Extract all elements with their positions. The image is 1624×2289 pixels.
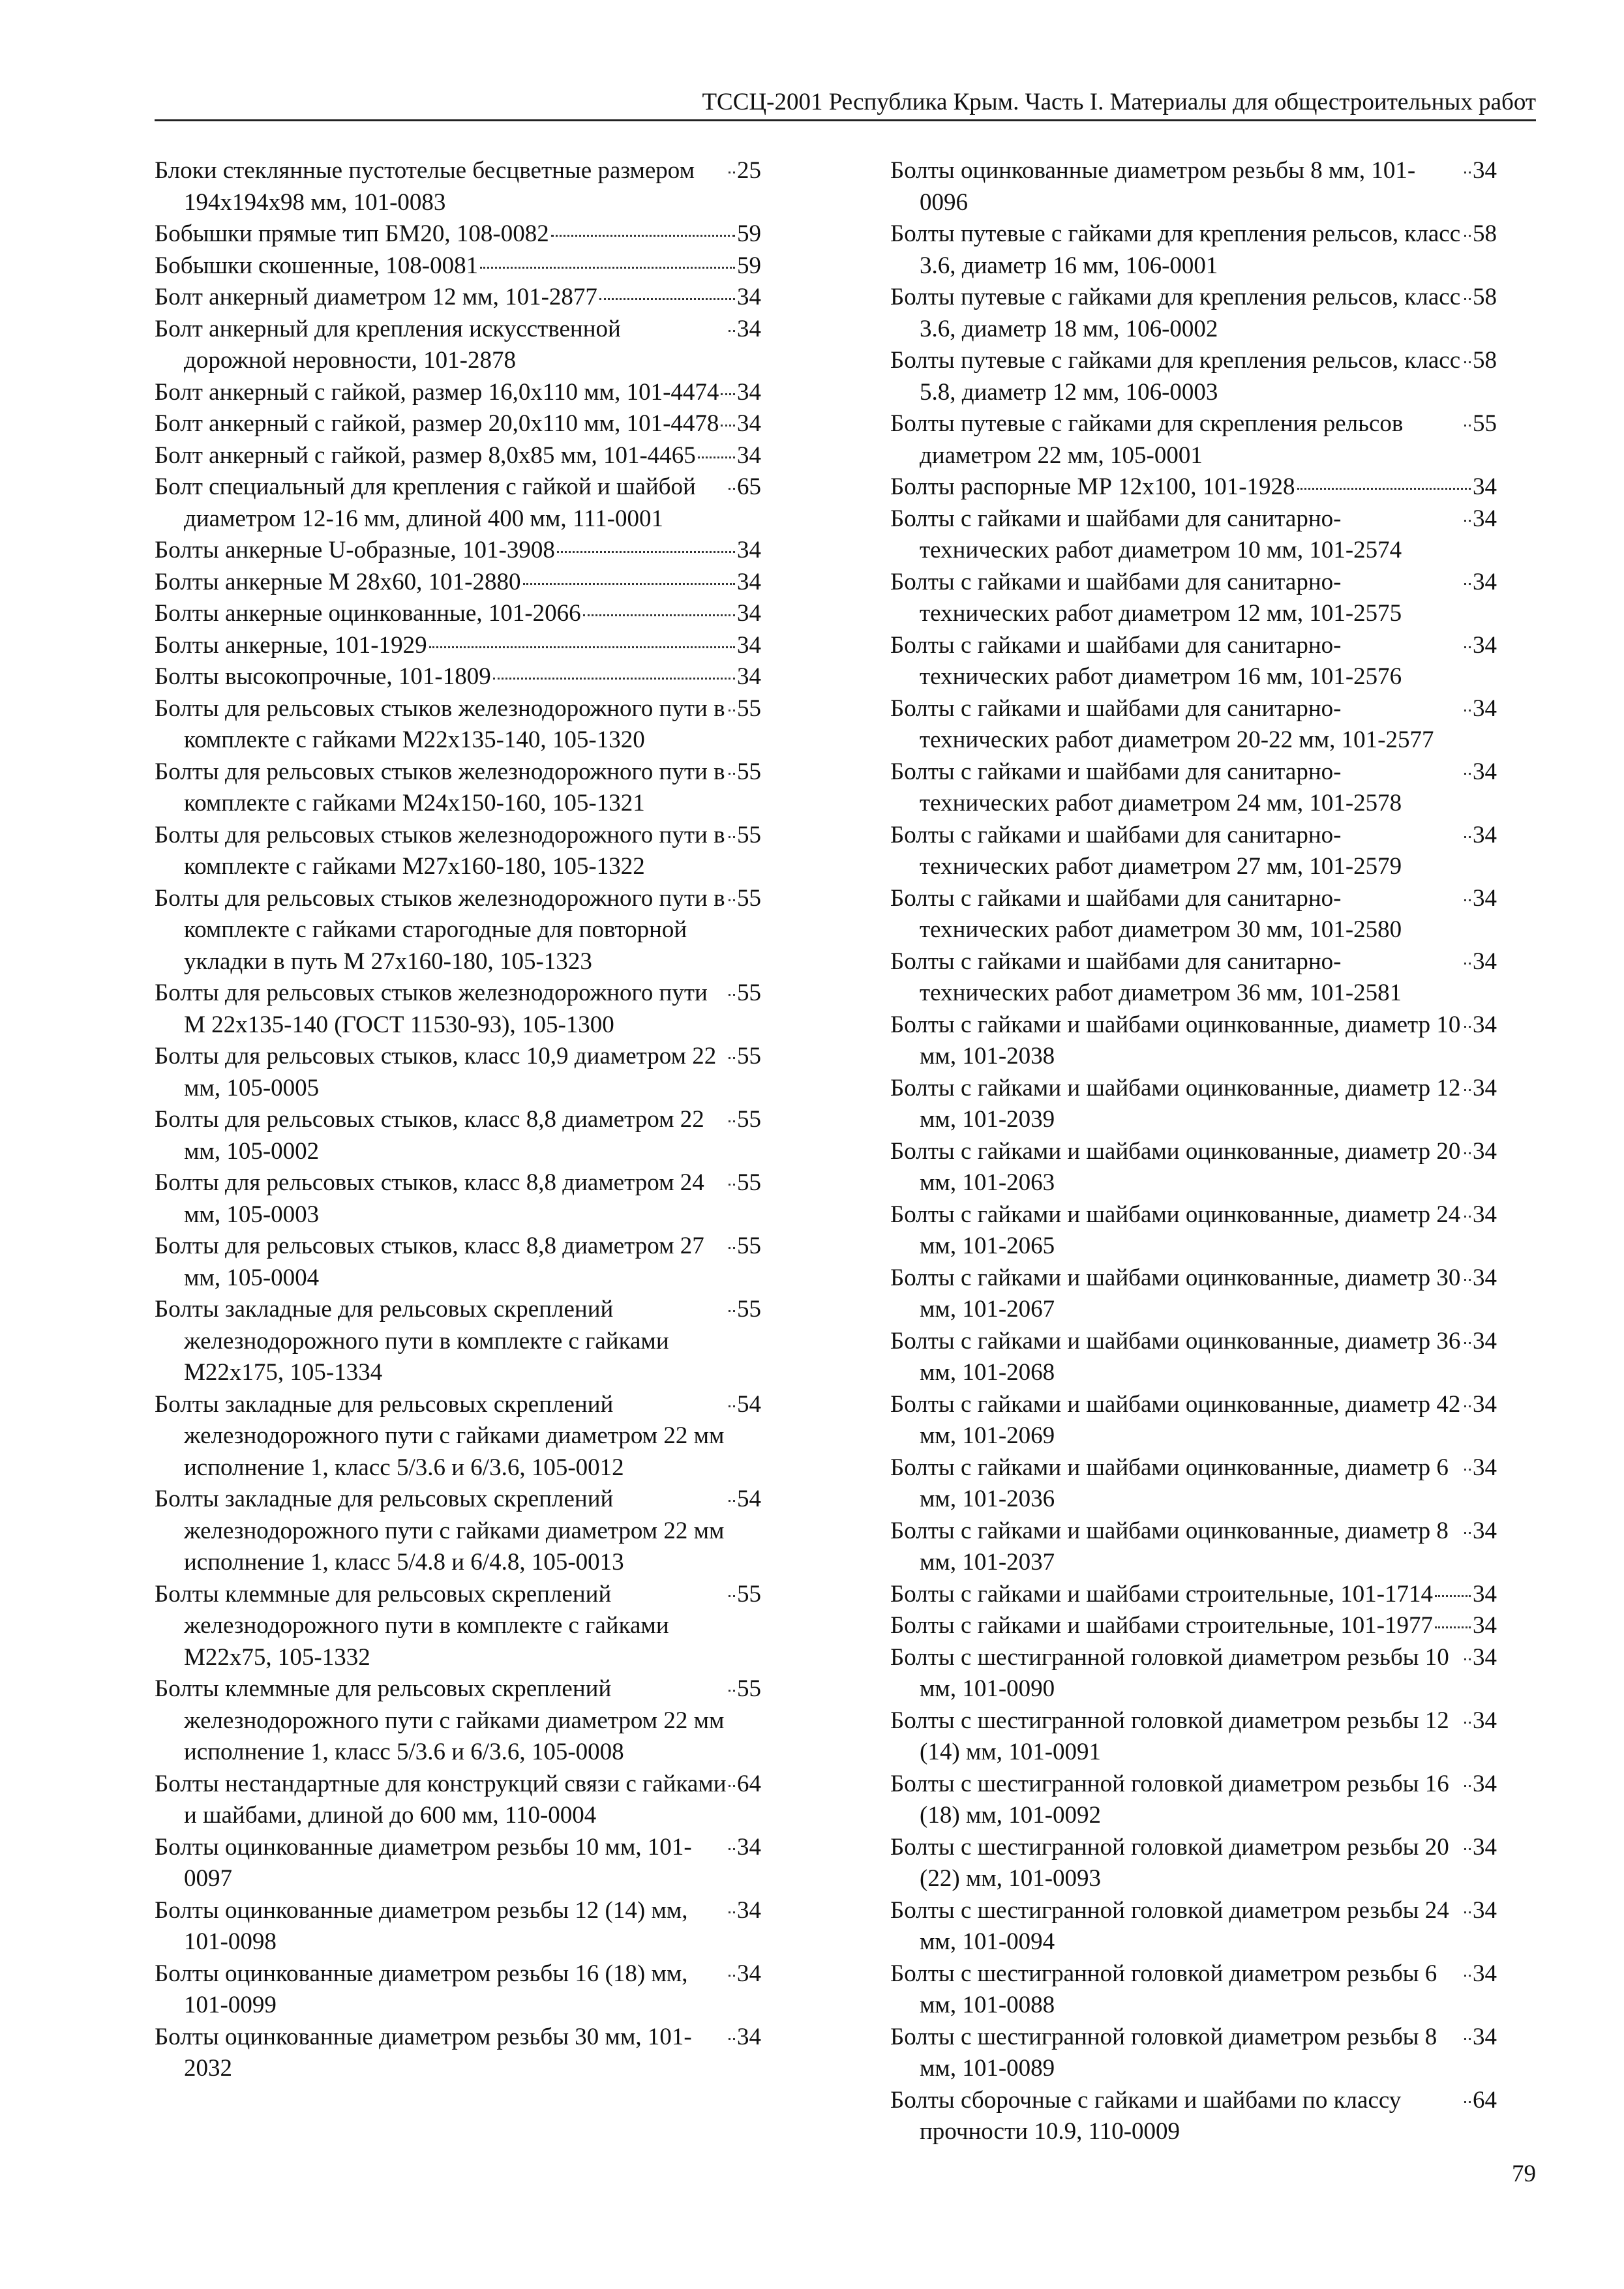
- index-entry: [890, 282, 1497, 345]
- entry-page-number: 34: [1473, 1833, 1497, 1861]
- entry-page-number: 34: [1473, 1327, 1497, 1354]
- entry-page-number: 34: [1473, 1137, 1497, 1165]
- entry-text: Болты с гайками и шайбами оцинкованные, диаметр 24 мм, 101-2065: [890, 1201, 1461, 1259]
- index-entry: [890, 345, 1497, 408]
- index-entry: [890, 2022, 1497, 2085]
- entry-page-number: 34: [737, 600, 761, 627]
- entry-page-number: 34: [1473, 2023, 1497, 2050]
- dot-leader: [729, 1690, 735, 1692]
- index-entry: [890, 1769, 1497, 1832]
- entry-page-number: 34: [737, 378, 761, 406]
- index-entry: [155, 820, 761, 883]
- index-entry: [155, 978, 761, 1041]
- dot-leader: [1464, 1405, 1471, 1407]
- entry-page-number: 34: [737, 1960, 761, 1987]
- entry-text: Болты для рельсовых стыков, класс 8,8 диаметром 22 мм, 105-0002: [155, 1106, 704, 1165]
- entry-page-number: 34: [737, 284, 761, 310]
- dot-leader: [1464, 710, 1471, 711]
- index-entry: [890, 1958, 1497, 2022]
- entry-text: Болты для рельсовых стыков железнодорожного пути в комплекте с гайками М22х135-140, 105-1320: [155, 695, 725, 753]
- index-entry: [890, 1579, 1497, 1611]
- entry-page-number: 58: [1473, 284, 1497, 310]
- entry-page-number: 55: [737, 1233, 761, 1259]
- index-column-right: [890, 155, 1497, 2148]
- index-column-left: [155, 155, 761, 2085]
- index-entry: [155, 471, 761, 535]
- dot-leader: [729, 488, 735, 490]
- dot-leader: [729, 1848, 735, 1850]
- index-entry: [890, 408, 1497, 471]
- entry-text: Болты с шестигранной головкой диаметром резьбы 16 (18) мм, 101-0092: [890, 1770, 1449, 1829]
- entry-text: Болты с гайками и шайбами оцинкованные, диаметр 30 мм, 101-2067: [890, 1264, 1461, 1323]
- entry-text: Бобышки скошенные, 108-0081: [155, 252, 479, 279]
- index-entry: [155, 1104, 761, 1167]
- entry-page-number: 34: [1473, 1074, 1497, 1101]
- dot-leader: [729, 1500, 735, 1502]
- entry-text: Болты для рельсовых стыков, класс 8,8 диаметром 24 мм, 105-0003: [155, 1169, 704, 1228]
- entry-text: Болты оцинкованные диаметром резьбы 30 мм, 101-2032: [155, 2023, 692, 2082]
- index-entry: [890, 1832, 1497, 1895]
- dot-leader: [1464, 520, 1471, 522]
- index-entry: [155, 314, 761, 377]
- entry-page-number: 34: [1473, 1643, 1497, 1671]
- entry-text: Болты с шестигранной головкой диаметром резьбы 12 (14) мм, 101-0091: [890, 1707, 1449, 1765]
- index-entry: [890, 820, 1497, 883]
- entry-text: Болты с шестигранной головкой диаметром резьбы 6 мм, 101-0088: [890, 1960, 1437, 2018]
- dot-leader: [1464, 1848, 1471, 1850]
- entry-page-number: 34: [1473, 1390, 1497, 1418]
- dot-leader: [1464, 2101, 1471, 2103]
- dot-leader: [729, 710, 735, 711]
- entry-page-number: 34: [1473, 157, 1497, 184]
- entry-text: Болты путевые с гайками для скрепления рельсов диаметром 22 мм, 105-0001: [890, 410, 1404, 469]
- entry-text: Болт анкерный для крепления искусственной дорожной неровности, 101-2878: [155, 315, 621, 374]
- entry-text: Болты с гайками и шайбами для санитарно-технических работ диаметром 27 мм, 101-2579: [890, 821, 1402, 880]
- entry-page-number: 55: [1473, 410, 1497, 437]
- dot-leader: [729, 1785, 735, 1787]
- entry-page-number: 34: [1473, 1896, 1497, 1924]
- entry-page-number: 34: [737, 1896, 761, 1924]
- entry-text: Болты оцинкованные диаметром резьбы 8 мм, 101-0096: [890, 157, 1416, 216]
- index-entry: [890, 756, 1497, 820]
- dot-leader: [729, 172, 735, 173]
- index-entry: [155, 2022, 761, 2085]
- entry-text: Болты с гайками и шайбами строительные, 101-1977: [890, 1612, 1434, 1639]
- index-entry: [155, 1041, 761, 1104]
- index-entry: [155, 1484, 761, 1579]
- entry-text: Болты для рельсовых стыков железнодорожного пути в комплекте с гайками старогодные для повторной укладки в путь М 27х160-180, 105-1323: [155, 884, 725, 975]
- index-entry: [155, 1294, 761, 1389]
- entry-text: Болты путевые с гайками для крепления рельсов, класс 3.6, диаметр 18 мм, 106-0002: [890, 284, 1461, 342]
- dot-leader: [1464, 1785, 1471, 1787]
- dot-leader: [1464, 2038, 1471, 2040]
- index-entry: [890, 155, 1497, 218]
- index-entry: [155, 408, 761, 440]
- dot-leader: [729, 2038, 735, 2040]
- index-entry: [890, 1610, 1497, 1642]
- entry-page-number: 55: [737, 1675, 761, 1702]
- dot-leader: [1464, 1658, 1471, 1660]
- entry-page-number: 59: [737, 220, 761, 247]
- running-header: [155, 88, 1536, 121]
- index-entry: [155, 1389, 761, 1484]
- dot-leader: [729, 1057, 735, 1059]
- entry-page-number: 55: [737, 821, 761, 848]
- entry-page-number: 34: [737, 410, 761, 437]
- index-entry: [155, 883, 761, 978]
- index-entry: [155, 1231, 761, 1294]
- entry-text: Болты с гайками и шайбами оцинкованные, диаметр 20 мм, 101-2063: [890, 1137, 1461, 1196]
- entry-text: Болты путевые с гайками для крепления рельсов, класс 5.8, диаметр 12 мм, 106-0003: [890, 347, 1461, 406]
- entry-page-number: 55: [737, 1169, 761, 1196]
- entry-text: Болты оцинкованные диаметром резьбы 12 (14) мм, 101-0098: [155, 1896, 688, 1955]
- entry-page-number: 34: [1473, 1264, 1497, 1291]
- entry-text: Болты с шестигранной головкой диаметром резьбы 20 (22) мм, 101-0093: [890, 1833, 1449, 1892]
- dot-leader: [1464, 361, 1471, 363]
- entry-page-number: 34: [737, 2023, 761, 2050]
- header-title: ТССЦ-2001 Республика Крым. Часть I. Материалы для общестроительных работ: [702, 89, 1536, 115]
- entry-page-number: 34: [737, 631, 761, 659]
- dot-leader: [557, 551, 735, 553]
- dot-leader: [523, 583, 735, 585]
- dot-leader: [1464, 899, 1471, 901]
- entry-text: Болты для рельсовых стыков, класс 10,9 диаметром 22 мм, 105-0005: [155, 1043, 717, 1101]
- index-entry: [890, 693, 1497, 756]
- entry-page-number: 65: [737, 473, 761, 500]
- entry-text: Болты клеммные для рельсовых скреплений железнодорожного пути в комплекте с гайками М22х75, 105-1332: [155, 1580, 669, 1671]
- entry-page-number: 34: [1473, 758, 1497, 785]
- entry-page-number: 55: [737, 758, 761, 785]
- dot-leader: [721, 393, 735, 395]
- entry-text: Болты сборочные с гайками и шайбами по классу прочности 10.9, 110-0009: [890, 2086, 1402, 2145]
- entry-text: Болты с гайками и шайбами для санитарно-технических работ диаметром 16 мм, 101-2576: [890, 631, 1402, 690]
- entry-page-number: 34: [1473, 1011, 1497, 1038]
- dot-leader: [1464, 1279, 1471, 1281]
- index-entry: [890, 1136, 1497, 1199]
- entry-text: Болты с гайками и шайбами для санитарно-технических работ диаметром 12 мм, 101-2575: [890, 568, 1402, 627]
- index-entry: [890, 946, 1497, 1010]
- entry-text: Болты для рельсовых стыков, класс 8,8 диаметром 27 мм, 105-0004: [155, 1233, 704, 1291]
- index-entry: [155, 1832, 761, 1895]
- index-entry: [155, 1167, 761, 1231]
- index-entry: [890, 1705, 1497, 1769]
- entry-page-number: 54: [737, 1486, 761, 1512]
- entry-page-number: 59: [737, 252, 761, 279]
- entry-page-number: 55: [737, 1296, 761, 1323]
- dot-leader: [729, 899, 735, 901]
- dot-leader: [698, 456, 735, 458]
- entry-text: Болты для рельсовых стыков железнодорожного пути в комплекте с гайками М24х150-160, 105-1321: [155, 758, 725, 816]
- dot-leader: [1464, 1911, 1471, 1913]
- entry-text: Болт анкерный диаметром 12 мм, 101-2877: [155, 284, 597, 310]
- entry-page-number: 34: [1473, 473, 1497, 500]
- entry-page-number: 58: [1473, 347, 1497, 374]
- entry-text: Болты с гайками и шайбами оцинкованные, диаметр 6 мм, 101-2036: [890, 1454, 1449, 1512]
- entry-page-number: 34: [737, 441, 761, 469]
- dot-leader: [1464, 1975, 1471, 1977]
- index-entry: [890, 567, 1497, 630]
- dot-leader: [1464, 1469, 1471, 1471]
- entry-text: Болты с гайками и шайбами оцинкованные, диаметр 10 мм, 101-2038: [890, 1011, 1461, 1070]
- entry-text: Болты с гайками и шайбами для санитарно-технических работ диаметром 10 мм, 101-2574: [890, 505, 1402, 563]
- entry-text: Болты с гайками и шайбами для санитарно-технических работ диаметром 24 мм, 101-2578: [890, 758, 1402, 816]
- dot-leader: [1464, 583, 1471, 585]
- index-entry: [155, 155, 761, 218]
- dot-leader: [1464, 172, 1471, 173]
- entry-page-number: 55: [737, 884, 761, 912]
- index-entry: [890, 2085, 1497, 2148]
- entry-text: Болты с шестигранной головкой диаметром резьбы 8 мм, 101-0089: [890, 2023, 1437, 2082]
- entry-text: Болты с гайками и шайбами оцинкованные, диаметр 8 мм, 101-2037: [890, 1517, 1449, 1576]
- index-entry: [890, 1199, 1497, 1263]
- entry-text: Болты анкерные U-образные, 101-3908: [155, 537, 555, 563]
- index-entry: [155, 756, 761, 820]
- index-entry: [155, 661, 761, 693]
- dot-leader: [729, 836, 735, 838]
- entry-page-number: 55: [737, 695, 761, 722]
- entry-text: Болты анкерные оцинкованные, 101-2066: [155, 600, 581, 627]
- entry-page-number: 34: [1473, 1612, 1497, 1639]
- dot-leader: [729, 994, 735, 996]
- entry-text: Болты распорные МР 12х100, 101-1928: [890, 473, 1295, 500]
- dot-leader: [1435, 1626, 1471, 1628]
- entry-text: Болт анкерный с гайкой, размер 20,0х110 мм, 101-4478: [155, 410, 719, 437]
- entry-page-number: 34: [737, 315, 761, 342]
- index-entry: [890, 503, 1497, 567]
- dot-leader: [599, 298, 735, 300]
- index-entry: [890, 1642, 1497, 1705]
- index-entry: [155, 218, 761, 250]
- entry-page-number: 64: [1473, 2086, 1497, 2114]
- index-entry: [155, 440, 761, 472]
- dot-leader: [1464, 425, 1471, 426]
- index-entry: [155, 693, 761, 756]
- entry-text: Болты с гайками и шайбами оцинкованные, диаметр 12 мм, 101-2039: [890, 1074, 1461, 1133]
- entry-page-number: 34: [737, 537, 761, 563]
- entry-page-number: 34: [1473, 1454, 1497, 1481]
- entry-page-number: 34: [1473, 1580, 1497, 1608]
- dot-leader: [1464, 646, 1471, 648]
- dot-leader: [1464, 298, 1471, 300]
- index-entry: [155, 1769, 761, 1832]
- dot-leader: [551, 235, 735, 237]
- index-entry: [890, 1326, 1497, 1389]
- dot-leader: [1464, 773, 1471, 775]
- entry-page-number: 25: [737, 157, 761, 184]
- entry-page-number: 34: [1473, 1707, 1497, 1734]
- entry-page-number: 34: [1473, 821, 1497, 848]
- dot-leader: [729, 330, 735, 332]
- entry-page-number: 34: [1473, 1201, 1497, 1228]
- entry-page-number: 34: [737, 1833, 761, 1861]
- entry-page-number: 34: [1473, 1770, 1497, 1797]
- dot-leader: [1464, 836, 1471, 838]
- entry-page-number: 55: [737, 980, 761, 1006]
- entry-text: Болт анкерный с гайкой, размер 16,0х110 мм, 101-4474: [155, 378, 719, 406]
- index-entry: [890, 218, 1497, 282]
- entry-text: Болты высокопрочные, 101-1809: [155, 663, 491, 690]
- index-entry: [890, 1516, 1497, 1579]
- index-entry: [155, 282, 761, 314]
- entry-text: Болт анкерный с гайкой, размер 8,0х85 мм, 101-4465: [155, 441, 696, 469]
- entry-page-number: 55: [737, 1043, 761, 1070]
- entry-page-number: 54: [737, 1390, 761, 1418]
- index-entry: [890, 1263, 1497, 1326]
- dot-leader: [729, 1405, 735, 1407]
- entry-text: Болты с гайками и шайбами для санитарно-технических работ диаметром 36 мм, 101-2581: [890, 948, 1402, 1006]
- entry-text: Болты с шестигранной головкой диаметром резьбы 10 мм, 101-0090: [890, 1643, 1449, 1702]
- dot-leader: [1464, 1026, 1471, 1028]
- entry-text: Болты закладные для рельсовых скреплений железнодорожного пути с гайками диаметром 22 мм исполнение 1, класс 5/4.8 и 6/4.8, 105-0013: [155, 1486, 725, 1576]
- index-entry: [155, 567, 761, 599]
- index-entry: [890, 1895, 1497, 1958]
- dot-leader: [729, 1911, 735, 1913]
- entry-text: Болты с гайками и шайбами строительные, 101-1714: [890, 1580, 1434, 1608]
- entry-page-number: 34: [1473, 884, 1497, 912]
- entry-text: Болты с шестигранной головкой диаметром резьбы 24 мм, 101-0094: [890, 1896, 1449, 1955]
- entry-page-number: 34: [1473, 505, 1497, 532]
- entry-page-number: 34: [737, 568, 761, 595]
- dot-leader: [1464, 1089, 1471, 1091]
- dot-leader: [583, 614, 735, 616]
- dot-leader: [729, 1975, 735, 1977]
- index-entry: [155, 630, 761, 662]
- dot-leader: [1297, 488, 1471, 490]
- entry-text: Болты для рельсовых стыков железнодорожного пути М 22х135-140 (ГОСТ 11530-93), 105-1300: [155, 980, 708, 1038]
- entry-page-number: 34: [1473, 695, 1497, 722]
- dot-leader: [729, 1310, 735, 1312]
- dot-leader: [729, 773, 735, 775]
- index-entry: [155, 1673, 761, 1769]
- index-entry: [155, 377, 761, 409]
- entry-text: Болты с гайками и шайбами для санитарно-технических работ диаметром 30 мм, 101-2580: [890, 884, 1402, 943]
- entry-page-number: 34: [1473, 631, 1497, 659]
- dot-leader: [729, 1184, 735, 1186]
- dot-leader: [729, 1247, 735, 1249]
- index-entry: [890, 1073, 1497, 1136]
- entry-text: Блоки стеклянные пустотелые бесцветные размером 194х194х98 мм, 101-0083: [155, 157, 695, 216]
- entry-text: Болты для рельсовых стыков железнодорожного пути в комплекте с гайками М27х160-180, 105-1322: [155, 821, 725, 880]
- entry-page-number: 64: [737, 1770, 761, 1797]
- page-number: 79: [1512, 2161, 1536, 2187]
- dot-leader: [729, 1120, 735, 1122]
- index-entry: [890, 1389, 1497, 1452]
- entry-page-number: 34: [1473, 1517, 1497, 1544]
- entry-page-number: 34: [1473, 1960, 1497, 1987]
- entry-text: Бобышки прямые тип БМ20, 108-0082: [155, 220, 549, 247]
- index-entry: [890, 471, 1497, 503]
- index-entry: [155, 1895, 761, 1958]
- index-entry: [155, 598, 761, 630]
- dot-leader: [1464, 1216, 1471, 1218]
- index-entry: [890, 630, 1497, 693]
- entry-text: Болты клеммные для рельсовых скреплений железнодорожного пути с гайками диаметром 22 мм исполнение 1, класс 5/3.6 и 6/3.6, 105-0008: [155, 1675, 725, 1765]
- index-entry: [155, 250, 761, 282]
- entry-page-number: 34: [1473, 568, 1497, 595]
- entry-text: Болты нестандартные для конструкций связи с гайками и шайбами, длиной до 600 мм, 110-0004: [155, 1770, 727, 1829]
- entry-page-number: 55: [737, 1580, 761, 1608]
- entry-page-number: 34: [737, 663, 761, 690]
- entry-text: Болты оцинкованные диаметром резьбы 10 мм, 101-0097: [155, 1833, 692, 1892]
- entry-text: Болты закладные для рельсовых скреплений железнодорожного пути с гайками диаметром 22 мм исполнение 1, класс 5/3.6 и 6/3.6, 105-0012: [155, 1390, 725, 1481]
- entry-text: Болты путевые с гайками для крепления рельсов, класс 3.6, диаметр 16 мм, 106-0001: [890, 220, 1461, 279]
- dot-leader: [1464, 1532, 1471, 1534]
- dot-leader: [480, 267, 735, 269]
- entry-text: Болты анкерные, 101-1929: [155, 631, 427, 659]
- index-entry: [155, 1958, 761, 2022]
- index-entry: [890, 883, 1497, 946]
- entry-text: Болты с гайками и шайбами оцинкованные, диаметр 42 мм, 101-2069: [890, 1390, 1461, 1449]
- dot-leader: [721, 425, 735, 426]
- entry-text: Болт специальный для крепления с гайкой и шайбой диаметром 12-16 мм, длиной 400 мм, 111-0001: [155, 473, 696, 532]
- entry-text: Болты с гайками и шайбами для санитарно-технических работ диаметром 20-22 мм, 101-2577: [890, 695, 1434, 753]
- entry-text: Болты анкерные М 28х60, 101-2880: [155, 568, 521, 595]
- dot-leader: [1464, 235, 1471, 237]
- dot-leader: [1464, 963, 1471, 965]
- entry-text: Болты закладные для рельсовых скреплений железнодорожного пути в комплекте с гайками М22х175, 105-1334: [155, 1296, 669, 1386]
- index-entry: [890, 1010, 1497, 1073]
- entry-page-number: 58: [1473, 220, 1497, 247]
- index-entry: [155, 1579, 761, 1674]
- dot-leader: [429, 646, 735, 648]
- entry-page-number: 34: [1473, 948, 1497, 975]
- index-entry: [890, 1452, 1497, 1516]
- dot-leader: [1464, 1722, 1471, 1724]
- index-entry: [155, 535, 761, 567]
- dot-leader: [493, 678, 735, 680]
- dot-leader: [1464, 1342, 1471, 1344]
- dot-leader: [729, 1595, 735, 1597]
- entry-page-number: 55: [737, 1106, 761, 1133]
- dot-leader: [1435, 1595, 1471, 1597]
- dot-leader: [1464, 1152, 1471, 1154]
- entry-text: Болты оцинкованные диаметром резьбы 16 (18) мм, 101-0099: [155, 1960, 688, 2018]
- entry-text: Болты с гайками и шайбами оцинкованные, диаметр 36 мм, 101-2068: [890, 1327, 1461, 1386]
